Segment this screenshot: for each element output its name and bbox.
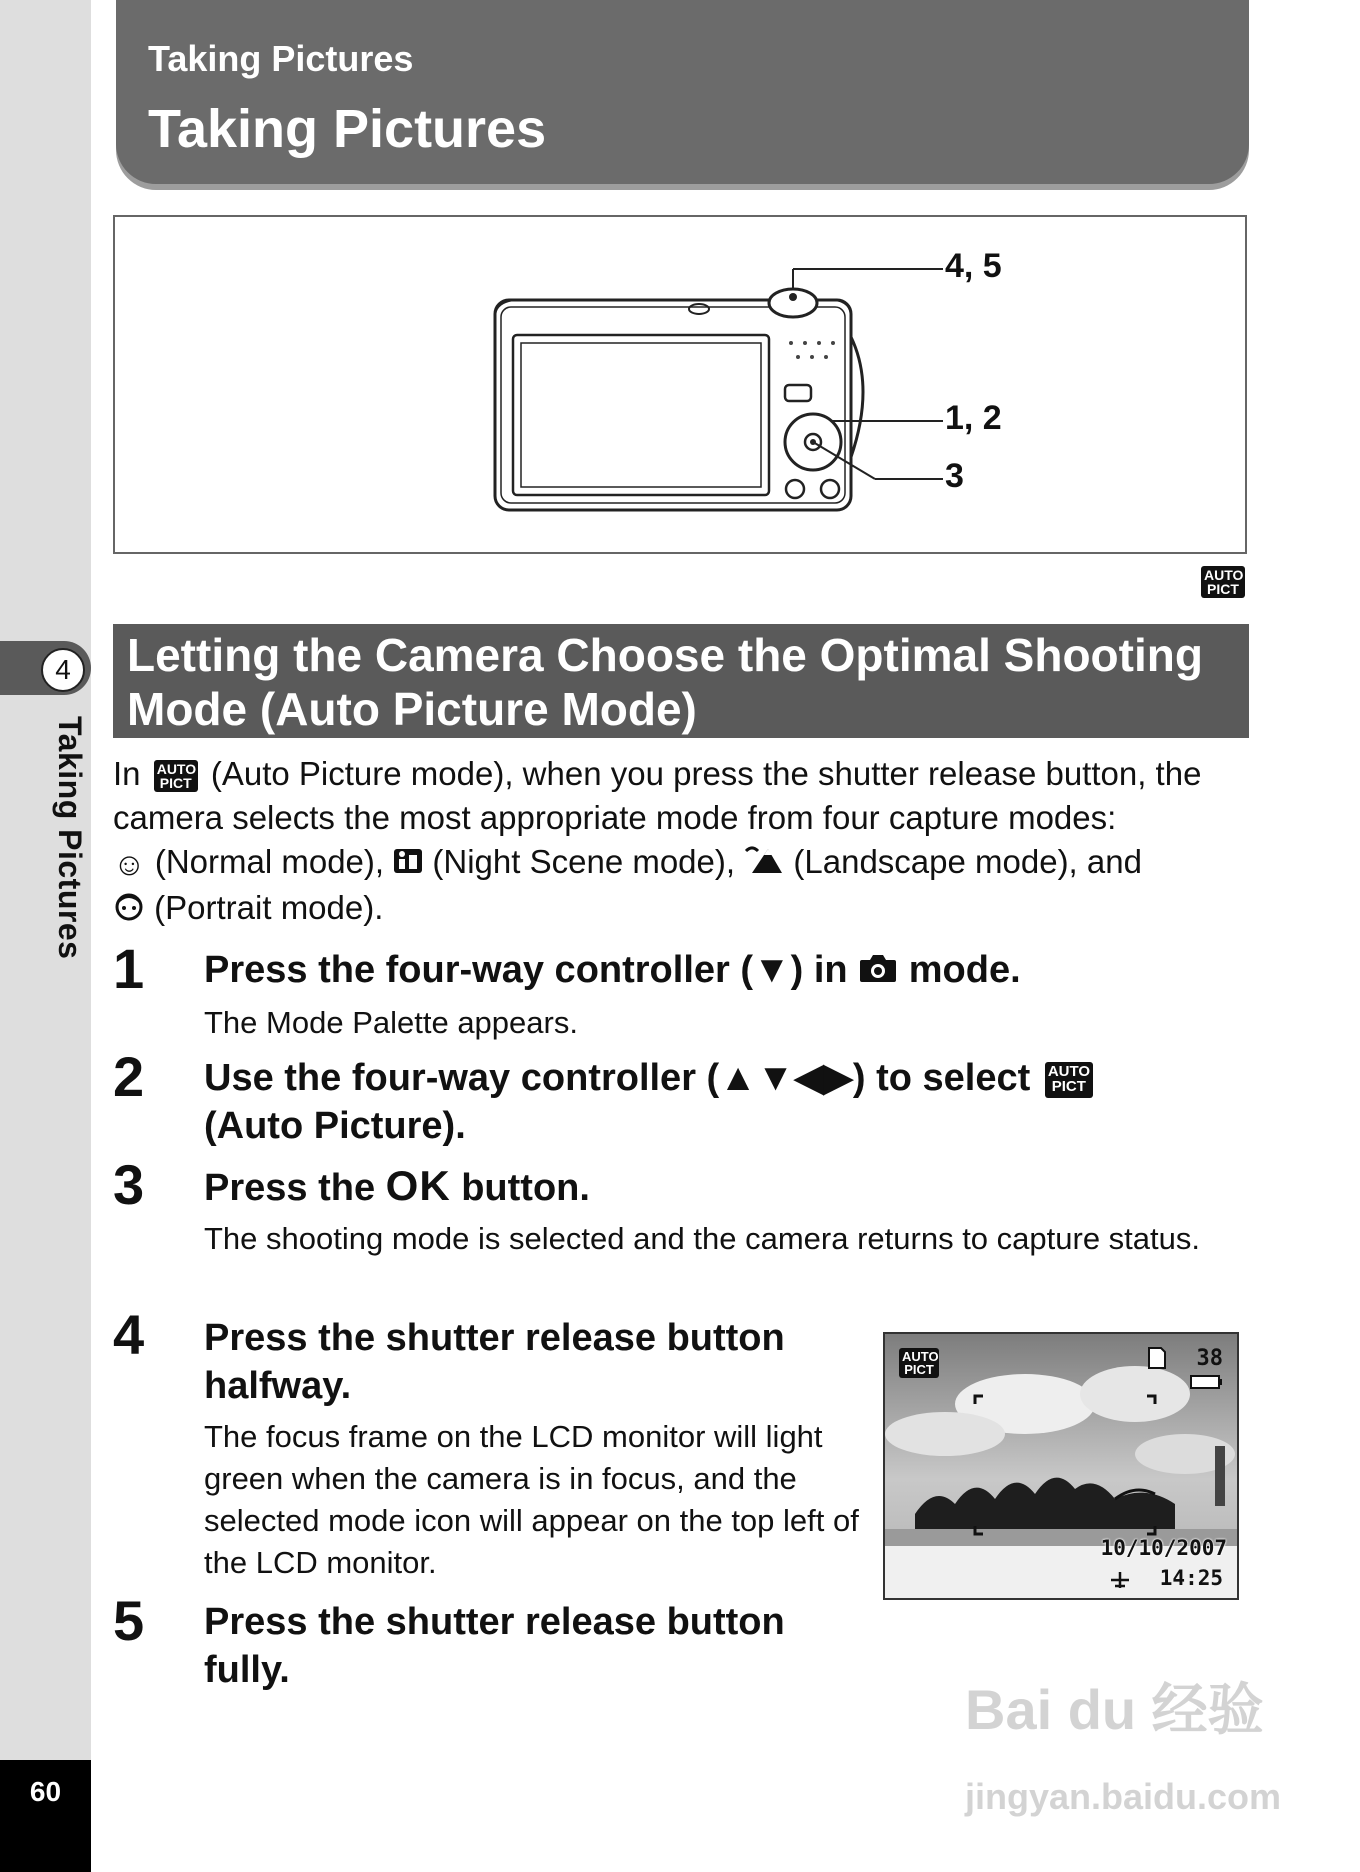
- step-title: Use the four-way controller (▲▼◀▶) to select AUTO PICT (Auto Picture).: [204, 1054, 1164, 1150]
- step-number: 5: [113, 1589, 145, 1652]
- camera-icon: [858, 948, 898, 996]
- intro-paragraph: In AUTO PICT (Auto Picture mode), when you press the shutter release button, the camera selects the most appropriate mode from four capture modes: ☺ (Normal mode), (Night Scene mode), (Landscape mode), and (Portrait mode).: [113, 752, 1253, 932]
- lcd-monitor-preview: [883, 1332, 1239, 1600]
- ok-button-label: OK: [385, 1162, 451, 1209]
- step-number: 3: [113, 1153, 145, 1216]
- step-description: The focus frame on the LCD monitor will light green when the camera is in focus, and the selected mode icon will appear on the top left of the LCD monitor.: [204, 1419, 859, 1580]
- landscape-icon: [744, 842, 784, 886]
- lcd-time: 14:25: [1159, 1566, 1223, 1590]
- memory-card-icon: [1149, 1348, 1165, 1368]
- auto-picture-icon: AUTO PICT: [1045, 1062, 1093, 1098]
- baidu-watermark: Bai du 经验: [965, 1678, 1264, 1741]
- callout-controller: 1, 2: [945, 399, 1002, 437]
- page-number: 60: [29, 1776, 62, 1807]
- smiley-icon: ☺: [113, 846, 146, 882]
- page-title: Taking Pictures: [148, 99, 547, 159]
- step-number: 2: [113, 1045, 145, 1108]
- battery-icon: [1191, 1376, 1219, 1388]
- callout-ok: 3: [945, 457, 964, 495]
- header-subtitle: Taking Pictures: [148, 38, 414, 79]
- lcd-date: 10/10/2007: [1100, 1536, 1227, 1560]
- auto-picture-icon: AUTO PICT: [154, 760, 198, 792]
- section-title: Letting the Camera Choose the Optimal Shooting Mode (Auto Picture Mode): [113, 624, 1249, 738]
- auto-picture-icon: AUTO PICT: [1201, 566, 1245, 598]
- step-number: 1: [113, 937, 145, 1000]
- shots-remaining: 38: [1196, 1346, 1223, 1371]
- step-number: 4: [113, 1303, 145, 1366]
- chapter-number: 4: [41, 648, 85, 692]
- night-scene-icon: [393, 842, 423, 886]
- chapter-label: Taking Pictures: [52, 716, 88, 960]
- camera-figure: [113, 215, 1247, 554]
- step-title: Press the OK button.: [204, 1162, 590, 1209]
- step-title: Press the shutter release button halfway.: [204, 1317, 785, 1407]
- step-title: Press the shutter release button fully.: [204, 1601, 785, 1691]
- step-title: Press the four-way controller (▼) in mode.: [204, 946, 1021, 996]
- callout-shutter: 4, 5: [945, 247, 1002, 285]
- portrait-icon: [113, 888, 145, 932]
- baidu-watermark-url: jingyan.baidu.com: [965, 1776, 1282, 1817]
- step-description: The shooting mode is selected and the camera returns to capture status.: [204, 1221, 1200, 1256]
- camera-back-illustration: [115, 217, 1245, 552]
- step-description: The Mode Palette appears.: [204, 1005, 578, 1040]
- lcd-auto-picture-icon: AUTO PICT: [899, 1348, 939, 1378]
